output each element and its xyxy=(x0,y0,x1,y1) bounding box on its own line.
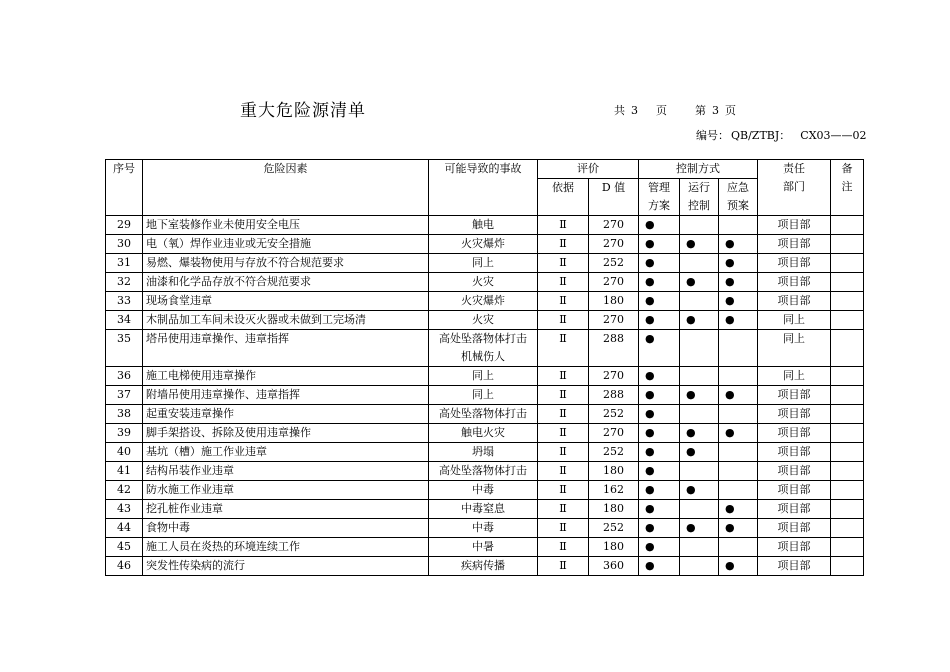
table-row xyxy=(106,254,864,273)
cell-no: 32 xyxy=(106,273,143,292)
total-pages: 3 xyxy=(631,104,638,117)
cell-dept: 项目部 xyxy=(758,462,831,481)
cell-emerg: ● xyxy=(719,254,758,273)
cell-emerg xyxy=(719,216,758,235)
cell-remark xyxy=(831,500,864,519)
cell-basis: Ⅱ xyxy=(538,519,589,538)
cell-factor: 食物中毒 xyxy=(143,519,429,538)
cell-remark xyxy=(831,557,864,576)
cell-dvalue: 252 xyxy=(589,443,639,462)
table-row xyxy=(106,330,864,367)
cell-emerg: ● xyxy=(719,311,758,330)
cell-accident: 高处坠落物体打击 机械伤人 xyxy=(429,330,538,367)
table-row xyxy=(106,311,864,330)
cell-remark xyxy=(831,273,864,292)
cell-factor: 塔吊使用违章操作、违章指挥 xyxy=(143,330,429,367)
current-page: 3 xyxy=(712,104,719,117)
cell-dept: 项目部 xyxy=(758,235,831,254)
cell-accident: 火灾 xyxy=(429,311,538,330)
cell-factor: 起重安装违章操作 xyxy=(143,405,429,424)
cell-ops: ● xyxy=(680,273,719,292)
cell-ops: ● xyxy=(680,386,719,405)
cell-basis: Ⅱ xyxy=(538,311,589,330)
cell-mgmt: ● xyxy=(639,405,680,424)
cell-mgmt: ● xyxy=(639,386,680,405)
cell-factor: 现场食堂违章 xyxy=(143,292,429,311)
cell-dept: 项目部 xyxy=(758,405,831,424)
table-row xyxy=(106,443,864,462)
cell-dvalue: 270 xyxy=(589,216,639,235)
header-evaluation: 评价 xyxy=(538,160,639,179)
cell-no: 42 xyxy=(106,481,143,500)
cell-ops xyxy=(680,538,719,557)
table-row xyxy=(106,292,864,311)
cell-mgmt: ● xyxy=(639,235,680,254)
header-seq: 序号 xyxy=(106,160,143,216)
cell-dvalue: 288 xyxy=(589,386,639,405)
current-unit: 页 xyxy=(725,104,736,117)
cell-dvalue: 270 xyxy=(589,235,639,254)
header-dept: 责任 部门 xyxy=(758,160,831,216)
cell-remark xyxy=(831,386,864,405)
hazard-table xyxy=(105,159,864,576)
cell-no: 44 xyxy=(106,519,143,538)
cell-ops xyxy=(680,216,719,235)
total-label: 共 xyxy=(614,104,625,117)
cell-factor: 脚手架搭设、拆除及使用违章操作 xyxy=(143,424,429,443)
cell-no: 34 xyxy=(106,311,143,330)
cell-no: 39 xyxy=(106,424,143,443)
cell-emerg: ● xyxy=(719,424,758,443)
cell-dept: 项目部 xyxy=(758,538,831,557)
cell-dept: 同上 xyxy=(758,367,831,386)
cell-emerg xyxy=(719,405,758,424)
cell-factor: 挖孔桩作业违章 xyxy=(143,500,429,519)
cell-dept: 项目部 xyxy=(758,254,831,273)
cell-emerg: ● xyxy=(719,500,758,519)
table-row xyxy=(106,557,864,576)
cell-mgmt: ● xyxy=(639,254,680,273)
table-row xyxy=(106,273,864,292)
cell-mgmt: ● xyxy=(639,538,680,557)
cell-accident: 坍塌 xyxy=(429,443,538,462)
cell-remark xyxy=(831,254,864,273)
cell-basis: Ⅱ xyxy=(538,500,589,519)
document-number xyxy=(696,127,867,143)
cell-accident: 中毒 xyxy=(429,519,538,538)
cell-remark xyxy=(831,424,864,443)
cell-factor: 易燃、爆装物使用与存放不符合规范要求 xyxy=(143,254,429,273)
cell-basis: Ⅱ xyxy=(538,292,589,311)
table-row xyxy=(106,462,864,481)
cell-basis: Ⅱ xyxy=(538,443,589,462)
cell-accident: 火灾 xyxy=(429,273,538,292)
cell-ops: ● xyxy=(680,443,719,462)
cell-basis: Ⅱ xyxy=(538,557,589,576)
header-ops: 运行 控制 xyxy=(680,179,719,216)
cell-no: 30 xyxy=(106,235,143,254)
cell-mgmt: ● xyxy=(639,216,680,235)
cell-factor: 附墙吊使用违章操作、违章指挥 xyxy=(143,386,429,405)
cell-mgmt: ● xyxy=(639,519,680,538)
cell-mgmt: ● xyxy=(639,292,680,311)
total-unit: 页 xyxy=(656,104,667,117)
cell-factor: 油漆和化学品存放不符合规范要求 xyxy=(143,273,429,292)
cell-accident: 同上 xyxy=(429,386,538,405)
cell-ops xyxy=(680,367,719,386)
header-emerg: 应急 预案 xyxy=(719,179,758,216)
cell-no: 37 xyxy=(106,386,143,405)
cell-ops: ● xyxy=(680,519,719,538)
cell-ops xyxy=(680,330,719,367)
cell-remark xyxy=(831,481,864,500)
cell-dept: 项目部 xyxy=(758,443,831,462)
header-control: 控制方式 xyxy=(639,160,758,179)
cell-mgmt: ● xyxy=(639,330,680,367)
cell-accident: 疾病传播 xyxy=(429,557,538,576)
cell-remark xyxy=(831,367,864,386)
cell-dept: 项目部 xyxy=(758,292,831,311)
table-row xyxy=(106,538,864,557)
cell-dept: 项目部 xyxy=(758,519,831,538)
cell-ops: ● xyxy=(680,311,719,330)
cell-remark xyxy=(831,330,864,367)
cell-mgmt: ● xyxy=(639,424,680,443)
cell-mgmt: ● xyxy=(639,500,680,519)
cell-dvalue: 270 xyxy=(589,367,639,386)
cell-no: 40 xyxy=(106,443,143,462)
cell-basis: Ⅱ xyxy=(538,462,589,481)
cell-basis: Ⅱ xyxy=(538,367,589,386)
cell-factor: 电（氧）焊作业违业或无安全措施 xyxy=(143,235,429,254)
table-row xyxy=(106,519,864,538)
cell-factor: 施工电梯使用违章操作 xyxy=(143,367,429,386)
cell-emerg xyxy=(719,367,758,386)
page-title: 重大危险源清单 xyxy=(240,101,366,121)
cell-mgmt: ● xyxy=(639,481,680,500)
table-row xyxy=(106,424,864,443)
cell-emerg xyxy=(719,481,758,500)
cell-no: 38 xyxy=(106,405,143,424)
cell-basis: Ⅱ xyxy=(538,481,589,500)
cell-remark xyxy=(831,235,864,254)
header-mgmt: 管理 方案 xyxy=(639,179,680,216)
cell-emerg: ● xyxy=(719,519,758,538)
cell-accident: 火灾爆炸 xyxy=(429,235,538,254)
cell-no: 43 xyxy=(106,500,143,519)
cell-dvalue: 288 xyxy=(589,330,639,367)
cell-accident: 高处坠落物体打击 xyxy=(429,405,538,424)
table-body xyxy=(106,216,864,576)
cell-emerg xyxy=(719,330,758,367)
cell-dept: 项目部 xyxy=(758,481,831,500)
cell-accident: 触电火灾 xyxy=(429,424,538,443)
cell-basis: Ⅱ xyxy=(538,424,589,443)
cell-emerg: ● xyxy=(719,273,758,292)
cell-dept: 项目部 xyxy=(758,216,831,235)
cell-factor: 突发性传染病的流行 xyxy=(143,557,429,576)
cell-remark xyxy=(831,519,864,538)
table-row xyxy=(106,405,864,424)
page-info xyxy=(614,102,736,118)
table-row xyxy=(106,367,864,386)
cell-factor: 结构吊装作业违章 xyxy=(143,462,429,481)
cell-dept: 同上 xyxy=(758,330,831,367)
cell-remark xyxy=(831,405,864,424)
cell-dept: 项目部 xyxy=(758,557,831,576)
header-dvalue: D 值 xyxy=(589,179,639,216)
header-remark: 备 注 xyxy=(831,160,864,216)
cell-dvalue: 180 xyxy=(589,292,639,311)
cell-dept: 同上 xyxy=(758,311,831,330)
cell-dvalue: 360 xyxy=(589,557,639,576)
cell-ops xyxy=(680,292,719,311)
cell-remark xyxy=(831,462,864,481)
cell-basis: Ⅱ xyxy=(538,386,589,405)
cell-dvalue: 270 xyxy=(589,273,639,292)
cell-remark xyxy=(831,311,864,330)
cell-dvalue: 252 xyxy=(589,519,639,538)
table-row xyxy=(106,386,864,405)
cell-emerg xyxy=(719,462,758,481)
cell-emerg: ● xyxy=(719,386,758,405)
cell-accident: 高处坠落物体打击 xyxy=(429,462,538,481)
cell-dvalue: 270 xyxy=(589,424,639,443)
docno-label: 编号： xyxy=(696,129,729,142)
cell-emerg xyxy=(719,443,758,462)
cell-ops xyxy=(680,500,719,519)
cell-mgmt: ● xyxy=(639,462,680,481)
cell-basis: Ⅱ xyxy=(538,330,589,367)
cell-no: 45 xyxy=(106,538,143,557)
table-row xyxy=(106,216,864,235)
cell-ops: ● xyxy=(680,481,719,500)
cell-ops xyxy=(680,462,719,481)
cell-no: 33 xyxy=(106,292,143,311)
cell-ops xyxy=(680,254,719,273)
cell-dvalue: 162 xyxy=(589,481,639,500)
cell-ops xyxy=(680,557,719,576)
cell-no: 41 xyxy=(106,462,143,481)
table-row xyxy=(106,500,864,519)
cell-remark xyxy=(831,538,864,557)
cell-accident: 同上 xyxy=(429,254,538,273)
cell-accident: 中毒 xyxy=(429,481,538,500)
cell-dvalue: 252 xyxy=(589,254,639,273)
cell-emerg: ● xyxy=(719,557,758,576)
cell-factor: 基坑（槽）施工作业违章 xyxy=(143,443,429,462)
cell-accident: 同上 xyxy=(429,367,538,386)
cell-dept: 项目部 xyxy=(758,424,831,443)
cell-factor: 施工人员在炎热的环境连续工作 xyxy=(143,538,429,557)
cell-emerg xyxy=(719,538,758,557)
cell-ops xyxy=(680,405,719,424)
cell-emerg: ● xyxy=(719,235,758,254)
cell-dept: 项目部 xyxy=(758,386,831,405)
cell-accident: 触电 xyxy=(429,216,538,235)
cell-no: 35 xyxy=(106,330,143,367)
cell-ops: ● xyxy=(680,424,719,443)
cell-mgmt: ● xyxy=(639,367,680,386)
cell-dvalue: 180 xyxy=(589,500,639,519)
cell-dvalue: 180 xyxy=(589,462,639,481)
cell-dept: 项目部 xyxy=(758,273,831,292)
cell-basis: Ⅱ xyxy=(538,216,589,235)
cell-factor: 防水施工作业违章 xyxy=(143,481,429,500)
cell-basis: Ⅱ xyxy=(538,405,589,424)
header-basis: 依据 xyxy=(538,179,589,216)
cell-accident: 中毒窒息 xyxy=(429,500,538,519)
cell-mgmt: ● xyxy=(639,311,680,330)
cell-no: 31 xyxy=(106,254,143,273)
cell-emerg: ● xyxy=(719,292,758,311)
cell-factor: 木制品加工车间未设灭火器或未做到工完场清 xyxy=(143,311,429,330)
cell-basis: Ⅱ xyxy=(538,538,589,557)
cell-ops: ● xyxy=(680,235,719,254)
cell-dvalue: 252 xyxy=(589,405,639,424)
cell-remark xyxy=(831,443,864,462)
cell-mgmt: ● xyxy=(639,557,680,576)
header-factor: 危险因素 xyxy=(143,160,429,216)
header-accident: 可能导致的事故 xyxy=(429,160,538,216)
docno-suffix: CX03——02 xyxy=(800,129,867,142)
docno-value: QB/ZTBJ： xyxy=(731,129,791,142)
cell-no: 36 xyxy=(106,367,143,386)
cell-basis: Ⅱ xyxy=(538,273,589,292)
cell-accident: 中暑 xyxy=(429,538,538,557)
cell-factor: 地下室装修作业未使用安全电压 xyxy=(143,216,429,235)
cell-remark xyxy=(831,292,864,311)
cell-no: 46 xyxy=(106,557,143,576)
cell-mgmt: ● xyxy=(639,443,680,462)
cell-dvalue: 180 xyxy=(589,538,639,557)
table-row xyxy=(106,235,864,254)
cell-basis: Ⅱ xyxy=(538,235,589,254)
cell-accident: 火灾爆炸 xyxy=(429,292,538,311)
cell-mgmt: ● xyxy=(639,273,680,292)
cell-dvalue: 270 xyxy=(589,311,639,330)
current-label: 第 xyxy=(695,104,706,117)
cell-dept: 项目部 xyxy=(758,500,831,519)
cell-remark xyxy=(831,216,864,235)
cell-basis: Ⅱ xyxy=(538,254,589,273)
cell-no: 29 xyxy=(106,216,143,235)
table-row xyxy=(106,481,864,500)
